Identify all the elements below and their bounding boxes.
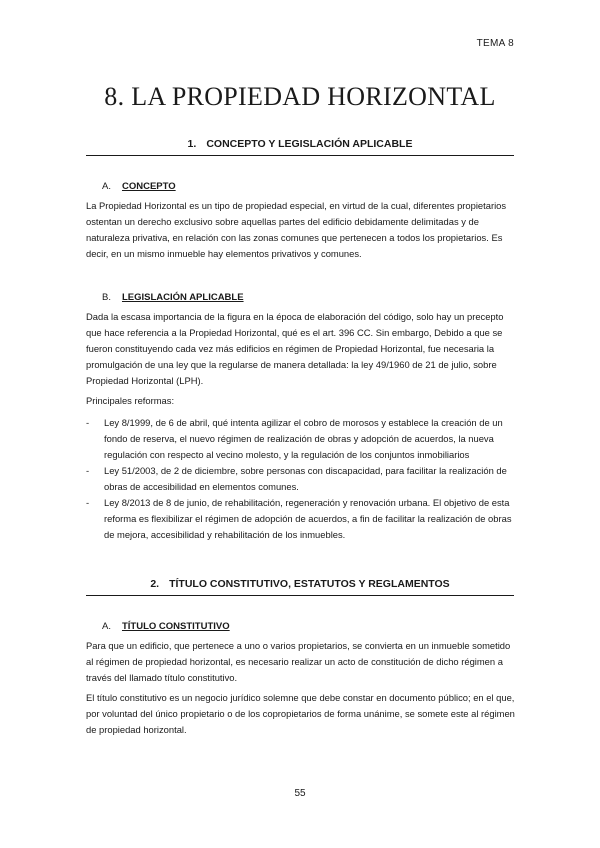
list-item-text: Ley 8/1999, de 6 de abril, qué intenta agilizar el cobro de morosos y establece la creación de un fondo de reserva, el nuevo régimen de realización de obras y adopción de acuerdos, la nueva regulación con respecto al vecino molesto, y la regulación de los conjuntos inmobiliarios	[104, 417, 503, 460]
list-item-text: Ley 8/2013 de 8 de junio, de rehabilitación, regeneración y renovación urbana. El objetivo de esta reforma es flexibilizar el régimen de adopción de acuerdos, a fin de facilitar la realización de obras de mejora, accesibilidad y rehabilitación de los inmuebles.	[104, 497, 512, 540]
list-bullet: -	[86, 465, 90, 476]
paragraph-concepto: La Propiedad Horizontal es un tipo de propiedad especial, en virtud de la cual, diferentes propietarios ostentan un derecho exclusivo sobre aquellas partes del edificio debidamente delimitadas y de naturaleza privativa, en relación con las zonas comunes que pertenecen a todos los propietarios. Es decir, en un mismo inmueble hay elementos privativos y comunes.	[86, 200, 507, 259]
list-bullet: -	[86, 497, 90, 508]
list-item	[86, 495, 516, 543]
section-heading-2	[86, 578, 514, 596]
page-number: 55	[294, 788, 306, 799]
subsection-letter: A.	[102, 621, 111, 632]
section-title: CONCEPTO Y LEGISLACIÓN APLICABLE	[206, 138, 413, 150]
subsection-heading-concepto	[102, 181, 176, 192]
section-number: 1.	[187, 138, 197, 150]
paragraph-titulo-2: El título constitutivo es un negocio jurídico solemne que debe constar en documento público; en el que, por voluntad del único propietario o de los copropietarios de forma unánime, se somete este al régimen de propiedad horizontal.	[86, 692, 515, 735]
paragraph-legislacion: Dada la escasa importancia de la figura en la época de elaboración del código, solo hay un precepto que hace referencia a la Propiedad Horizontal, qué es el art. 396 CC. Sin embargo, Debido a que se fueron constituyendo cada vez más edificios en régimen de Propiedad Horizontal, fue necesaria la promulgación de una ley que la regularse de manera detallada: la ley 49/1960 de 21 de julio, sobre Propiedad Horizontal (LPH).	[86, 311, 504, 386]
list-item-text: Ley 51/2003, de 2 de diciembre, sobre personas con discapacidad, para facilitar la realización de obras de accesibilidad en elementos comunes.	[104, 465, 507, 492]
subsection-letter: A.	[102, 181, 111, 192]
subsection-letter: B.	[102, 292, 111, 303]
subsection-heading-titulo	[102, 621, 230, 632]
subsection-label: CONCEPTO	[121, 181, 176, 192]
section-title: TÍTULO CONSTITUTIVO, ESTATUTOS Y REGLAMENTOS	[169, 578, 450, 590]
reforms-intro: Principales reformas:	[86, 395, 175, 406]
subsection-label: LEGISLACIÓN APLICABLE	[121, 292, 244, 303]
section-heading-1	[86, 138, 514, 156]
header-tag: TEMA 8	[476, 38, 514, 49]
list-item	[86, 463, 516, 495]
subsection-heading-legislacion	[102, 292, 244, 303]
paragraph-titulo-1: Para que un edificio, que pertenece a uno o varios propietarios, se convierta en un inmueble sometido al régimen de propiedad horizontal, es necesario realizar un acto de constitución de dicho régimen a través del llamado título constitutivo.	[86, 640, 511, 683]
section-number: 2.	[150, 578, 160, 590]
list-bullet: -	[86, 417, 90, 428]
page-title: 8. LA PROPIEDAD HORIZONTAL	[104, 82, 496, 111]
list-item	[86, 415, 516, 463]
subsection-label: TÍTULO CONSTITUTIVO	[121, 621, 230, 632]
reforms-list	[86, 415, 516, 543]
